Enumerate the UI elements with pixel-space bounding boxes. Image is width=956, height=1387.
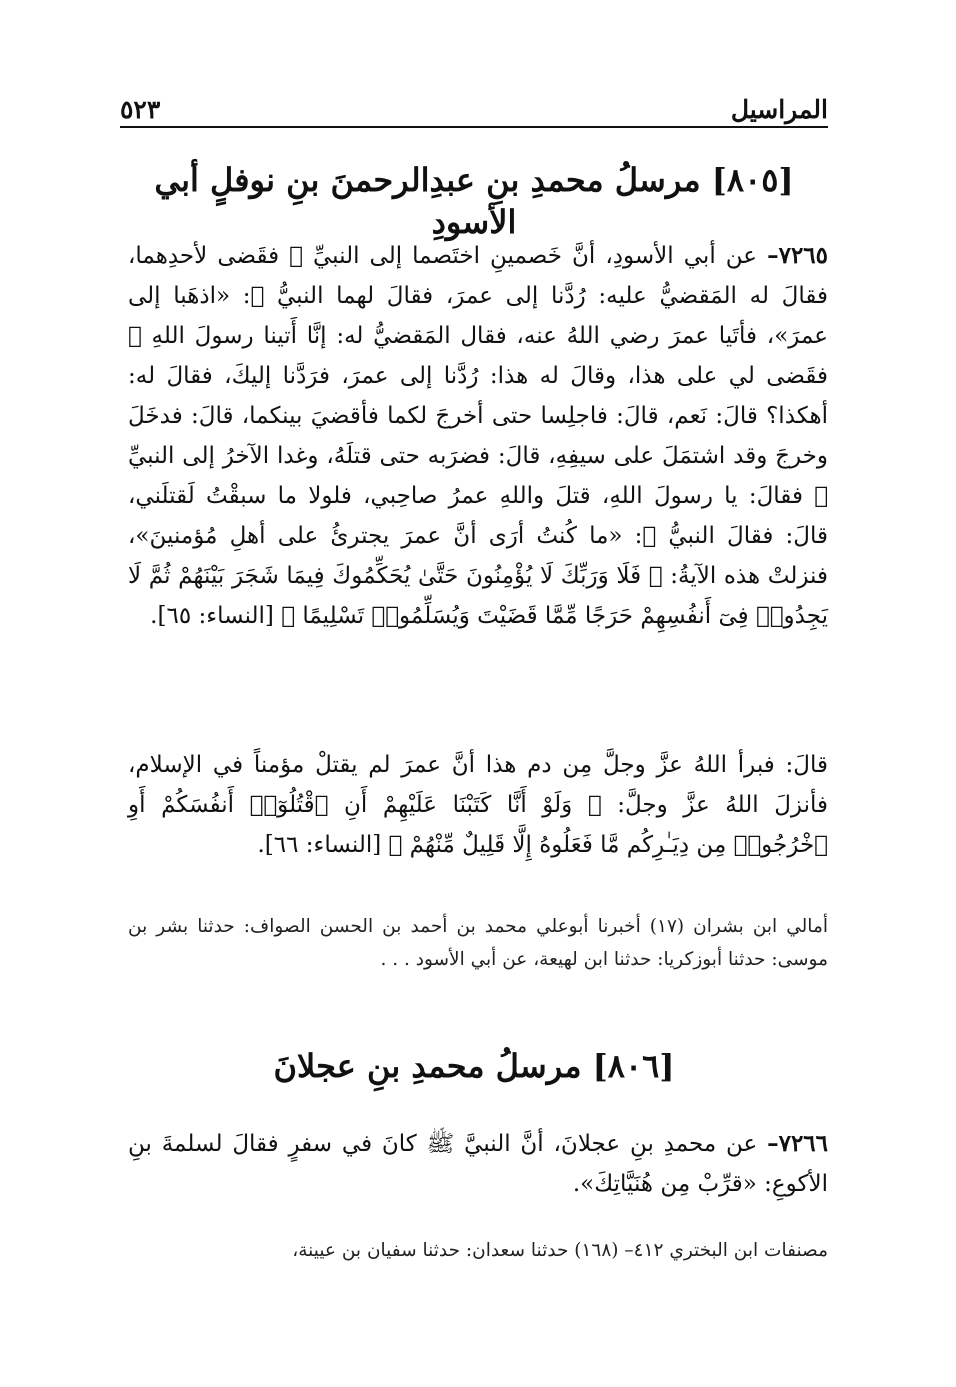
hadith-7265 <box>128 236 828 636</box>
running-title: المراسيل <box>730 95 828 124</box>
quran-reference: [النساء: ٦٦]. <box>257 832 382 858</box>
section-title-805: [٨٠٥] مرسلُ محمدِ بنِ عبدِالرحمنَ بنِ نوفلٍ أبي الأسودِ <box>154 161 794 241</box>
page-header <box>120 86 828 128</box>
section-title-806: [٨٠٦] مرسلُ محمدِ بنِ عجلانَ <box>273 1047 675 1085</box>
hadith-7266 <box>128 1124 828 1204</box>
hadith-7265-continued <box>128 745 828 865</box>
source-note-805: أمالي ابن بشران (١٧) أخبرنا أبوعلي محمد بن أحمد بن الحسن الصواف: حدثنا بشر بن موسى: حدثنا أبوزكريا: حدثنا ابن لهيعة، عن أبي الأسود . . . <box>128 916 828 970</box>
hadith-text: عن أبي الأسودِ، أنَّ خَصمينِ اختَصما إلى النبيِّ ﷺ فقَضى لأحدِهما، فقالَ له المَقضيُّ عليه: رُدَّنا إلى عمرَ، فقالَ لهما النبيُّ ﷺ: «اذهَبا إلى عمرَ»، فأتَيا عمرَ رضي اللهُ عنه، فقال المَقضيُّ له: إنَّا أَتينا رسولَ اللهِ ﷺ فقَضى لي على هذا، وقالَ له هذا: رُدَّنا إلى عمرَ، فرَدَّنا إليكَ، فقالَ له: أهكذا؟ قالَ: نَعم، قالَ: فاجلِسا حتى أخرجَ لكما فأقضيَ بينكما، قالَ: فدخَلَ وخرجَ وقد اشتمَلَ على سيفِهِ، قالَ: فضرَبه حتى قتلَهُ، وغدا الآخرُ إلى النبيِّ ﷺ فقالَ: يا رسولَ اللهِ، قتلَ واللهِ عمرُ صاحِبي، فلولا ما سبقْتُ لَقتلَني، قالَ: فقالَ النبيُّ ﷺ: «ما كُنتُ أرَى أنَّ عمرَ يجترئُ على أهلِ مُؤمنينَ»، فنزلتْ هذه الآيةُ: <box>128 243 828 589</box>
source-note-806: مصنفات ابن البختري ٤١٢– (١٦٨) حدثنا سعدان: حدثنا سفيان بن عيينة، <box>292 1240 828 1261</box>
hadith-text: قالَ: فبرأ اللهُ عزَّ وجلَّ مِن دم هذا أنَّ عمرَ لم يقتلْ مؤمناً في الإسلام، فأنزلَ اللهُ عزَّ وجلَّ: <box>128 752 829 818</box>
hadith-number: ٧٢٦٥– <box>767 242 829 269</box>
hadith-number: ٧٢٦٦– <box>767 1130 829 1157</box>
page-number: ٥٢٣ <box>120 95 161 124</box>
quran-verse: ﴿ فَلَا وَرَبِّكَ لَا يُؤْمِنُونَ حَتَّىٰ يُحَكِّمُوكَ فِيمَا شَجَرَ بَيْنَهُمْ ثُمَّ لَا يَجِدُوا۟ فِىٓ أَنفُسِهِمْ حَرَجًا مِّمَّا قَضَيْتَ وَيُسَلِّمُوا۟ تَسْلِيمًا ﴾ <box>128 563 828 629</box>
quran-reference: [النساء: ٦٥]. <box>150 603 274 629</box>
quran-verse: ﴿ وَلَوْ أَنَّا كَتَبْنَا عَلَيْهِمْ أَنِ ٱقْتُلُوٓا۟ أَنفُسَكُمْ أَوِ ٱخْرُجُوا۟ مِن دِيَـٰرِكُم مَّا فَعَلُوهُ إِلَّا قَلِيلٌ مِّنْهُمْ ﴾ <box>128 792 828 858</box>
hadith-text: عن محمدِ بنِ عجلانَ، أنَّ النبيَّ ﷺ كانَ في سفرٍ فقالَ لسلمةَ بنِ الأكوعِ: «قرِّبْ مِن هُنَيَّاتِكَ». <box>128 1131 828 1197</box>
